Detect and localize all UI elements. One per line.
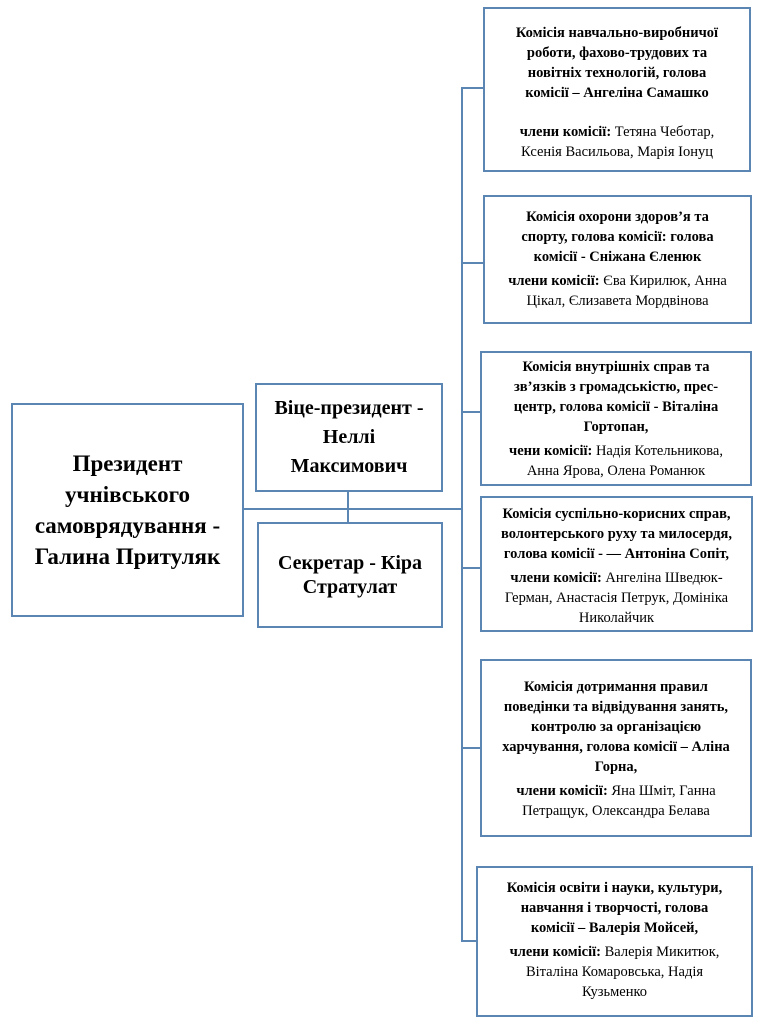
connector-main-horizontal [244,508,463,510]
president-line-2: учнівського [64,482,190,507]
commission-1-members-label: члени комісії: [519,124,612,140]
commission-1-title-line-1: Комісія навчально-виробничої [515,25,719,41]
connector-branch-4 [461,567,481,569]
connector-secretary-stem [347,508,349,523]
connector-trunk [461,87,463,942]
vice-president-line-3: Максимович [290,455,408,477]
commission-6-title-line-3: комісії – Валерія Мойсей, [530,920,699,936]
vice-president-line-2: Неллі [322,426,376,448]
commission-3-members-label: чени комісії: [509,443,593,459]
president-line-3: самоврядування - [34,513,221,538]
commission-6-members-line-3: Кузьменко [581,984,648,1000]
commission-box-4 [480,496,753,632]
commission-box-2 [483,195,752,324]
commission-3-members-line-2: Анна Ярова, Олена Романюк [526,463,706,479]
commission-2-title-line-2: спорту, голова комісії: голова [521,229,714,245]
commission-1-members-text-1: Тетяна Чеботар, [611,124,715,140]
commission-1-members-line-1 [489,122,745,142]
commission-3-members-line-1 [486,441,746,461]
secretary-box [257,522,443,628]
commission-5-title-line-3: контролю за організацією [530,719,702,735]
commission-2-members-label: члени комісії: [508,273,600,289]
commission-3-title-line-2: зв’язків з громадськістю, прес- [513,379,719,395]
commission-5-members-text-1: Яна Шміт, Ганна [607,783,716,799]
spacer [489,103,745,122]
commission-4-members-line-1 [484,568,749,588]
commission-box-6 [476,866,753,1017]
commission-5-members-line-2: Петращук, Олександра Белава [522,803,710,819]
president-line-4: Галина Притуляк [34,544,221,569]
commission-4-title-line-1: Комісія суспільно-корисних справ, [502,506,731,522]
commission-2-title-line-1: Комісія охорони здоров’я та [526,209,709,225]
connector-branch-3 [461,411,481,413]
commission-3-members-text-1: Надія Котельникова, [592,443,723,459]
commission-5-members-label: члени комісії: [516,783,608,799]
secretary-line-2: Стратулат [302,576,398,598]
connector-branch-2 [461,262,484,264]
commission-4-members-label: члени комісії: [510,570,602,586]
commission-1-title-line-3: новітніх технологій, голова [527,65,707,81]
commission-box-5 [480,659,752,837]
commission-1-members-line-2: Ксенія Васильова, Марія Іонуц [521,144,713,160]
commission-4-title-line-2: волонтерського руху та милосердя, [501,526,732,542]
commission-2-members-text-1: Єва Кирилюк, Анна [599,273,727,289]
commission-5-members-line-1 [486,781,746,801]
commission-4-members-text-1: Ангеліна Шведюк- [601,570,723,586]
commission-6-members-line-2: Віталіна Комаровська, Надія [525,964,704,980]
commission-2-members-line-2: Цікал, Єлизавета Мордвінова [526,293,709,309]
commission-4-members-line-3: Николайчик [578,610,655,626]
commission-5-title-line-4: харчування, голова комісії – Аліна [502,739,730,755]
commission-6-title-line-2: навчання і творчості, голова [520,900,709,916]
commission-6-title-line-1: Комісія освіти і науки, культури, [506,880,723,896]
commission-2-members-line-1 [489,271,746,291]
commission-3-title-line-4: Гортопан, [583,419,649,435]
commission-6-members-line-1 [482,942,747,962]
secretary-line-1: Секретар - Кіра [277,552,423,574]
president-line-1: Президент [72,451,183,476]
commission-2-title-line-3: комісії - Сніжана Єленюк [533,249,702,265]
commission-4-title-line-3: голова комісії - — Антоніна Сопіт, [503,546,730,562]
commission-box-1 [483,7,751,172]
commission-6-members-text-1: Валерія Микитюк, [601,944,720,960]
vice-president-line-1: Віце-президент - [274,397,424,419]
commission-4-members-line-2: Герман, Анастасія Петрук, Домініка [504,590,729,606]
connector-branch-6 [461,940,477,942]
commission-5-title-line-1: Комісія дотримання правил [524,679,708,695]
president-box [11,403,244,617]
commission-5-title-line-5: Горна, [594,759,638,775]
commission-1-title-line-2: роботи, фахово-трудових та [526,45,708,61]
commission-3-title-line-3: центр, голова комісії - Віталіна [513,399,719,415]
connector-branch-1 [461,87,484,89]
commission-box-3 [480,351,752,486]
commission-5-title-line-2: поведінки та відвідування занять, [503,699,729,715]
vice-president-box [255,383,443,492]
commission-6-members-label: члени комісії: [509,944,602,960]
commission-1-title-line-4: комісії – Ангеліна Самашко [525,85,709,101]
connector-branch-5 [461,747,481,749]
commission-3-title-line-1: Комісія внутрішніх справ та [522,359,710,375]
